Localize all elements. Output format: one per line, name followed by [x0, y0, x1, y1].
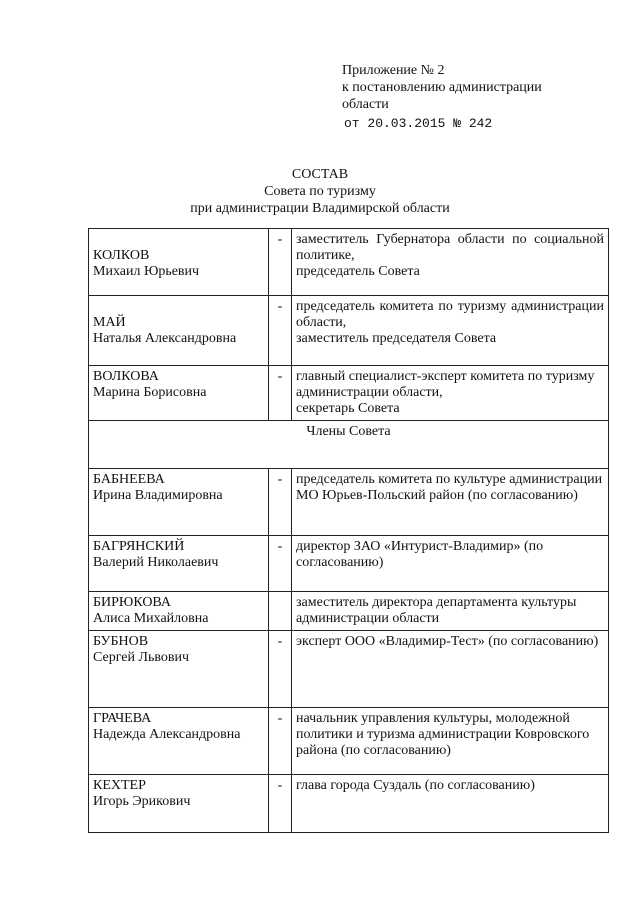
table-row: [89, 536, 609, 592]
appendix-block: [342, 62, 602, 132]
member-position-cell: [292, 366, 609, 421]
member-given-name: Надежда Александровна: [93, 727, 241, 742]
member-given-name: Михаил Юрьевич: [93, 264, 200, 279]
dash-cell: -: [269, 469, 292, 536]
heading-subtitle-2: при администрации Владимирской области: [190, 201, 450, 216]
resolution-stamp: от 20.03.2015 № 242: [344, 116, 493, 131]
council-roster-table: [88, 228, 609, 833]
member-given-name: Валерий Николаевич: [93, 555, 219, 570]
member-position-cell: [292, 775, 609, 833]
member-surname: КЕХТЕР: [93, 778, 146, 793]
member-role: секретарь Совета: [296, 401, 400, 416]
member-given-name: Ирина Владимировна: [93, 488, 223, 503]
table-row: [89, 421, 609, 469]
member-position: глава города Суздаль (по согласованию): [296, 778, 535, 793]
members-section-title: Члены Совета: [89, 421, 609, 469]
member-position-cell: [292, 631, 609, 708]
table-row: [89, 469, 609, 536]
member-name-cell: [89, 296, 269, 366]
member-name-cell: [89, 469, 269, 536]
member-surname: МАЙ: [93, 315, 126, 330]
member-position: заместитель директора департамента культуры администрации области: [296, 595, 577, 626]
appendix-number: Приложение № 2: [342, 63, 445, 78]
member-name-cell: [89, 366, 269, 421]
appendix-ref-cont: области: [342, 97, 389, 112]
dash-cell: [269, 592, 292, 631]
member-role: председатель Совета: [296, 264, 420, 279]
member-position-cell: [292, 469, 609, 536]
member-position: председатель комитета по туризму администрации области,: [296, 299, 604, 330]
member-position-cell: [292, 708, 609, 775]
member-surname: ГРАЧЕВА: [93, 711, 152, 726]
table-row: [89, 366, 609, 421]
member-name-cell: [89, 229, 269, 296]
table-row: [89, 708, 609, 775]
appendix-ref: к постановлению администрации: [342, 80, 542, 95]
member-name-cell: [89, 536, 269, 592]
member-surname: БУБНОВ: [93, 634, 149, 649]
member-position-cell: [292, 592, 609, 631]
member-given-name: Игорь Эрикович: [93, 794, 191, 809]
table-row: [89, 229, 609, 296]
member-name-cell: [89, 708, 269, 775]
member-name-cell: [89, 631, 269, 708]
member-position: главный специалист-эксперт комитета по туризму администрации области,: [296, 369, 595, 400]
table-row: [89, 631, 609, 708]
member-given-name: Наталья Александровна: [93, 331, 237, 346]
member-given-name: Алиса Михайловна: [93, 611, 209, 626]
member-role: заместитель председателя Совета: [296, 331, 497, 346]
heading-subtitle: Совета по туризму: [264, 184, 376, 199]
member-position: председатель комитета по культуре администрации МО Юрьев-Польский район (по согласованию): [296, 472, 603, 503]
member-position-cell: [292, 536, 609, 592]
member-name-cell: [89, 775, 269, 833]
member-position: директор ЗАО «Интурист-Владимир» (по согласованию): [296, 539, 544, 570]
table-row: [89, 592, 609, 631]
member-position-cell: [292, 229, 609, 296]
member-surname: БАГРЯНСКИЙ: [93, 539, 185, 554]
member-given-name: Марина Борисовна: [93, 385, 207, 400]
member-position: начальник управления культуры, молодежной политики и туризма администрации Ковровского района (по согласованию): [296, 711, 590, 758]
member-surname: КОЛКОВ: [93, 248, 150, 263]
dash-cell: -: [269, 536, 292, 592]
member-surname: ВОЛКОВА: [93, 369, 159, 384]
member-position-cell: [292, 296, 609, 366]
table-row: [89, 296, 609, 366]
member-surname: БАБНЕЕВА: [93, 472, 165, 487]
heading-title: СОСТАВ: [291, 167, 349, 182]
dash-cell: -: [269, 631, 292, 708]
member-given-name: Сергей Львович: [93, 650, 190, 665]
document-heading: [0, 166, 640, 217]
table-row: [89, 775, 609, 833]
dash-cell: -: [269, 775, 292, 833]
dash-cell: -: [269, 296, 292, 366]
member-position: заместитель Губернатора области по социальной политике,: [296, 232, 604, 263]
dash-cell: -: [269, 708, 292, 775]
dash-cell: -: [269, 229, 292, 296]
member-surname: БИРЮКОВА: [93, 595, 171, 610]
member-position: эксперт ООО «Владимир-Тест» (по согласованию): [296, 634, 599, 649]
dash-cell: -: [269, 366, 292, 421]
member-name-cell: [89, 592, 269, 631]
